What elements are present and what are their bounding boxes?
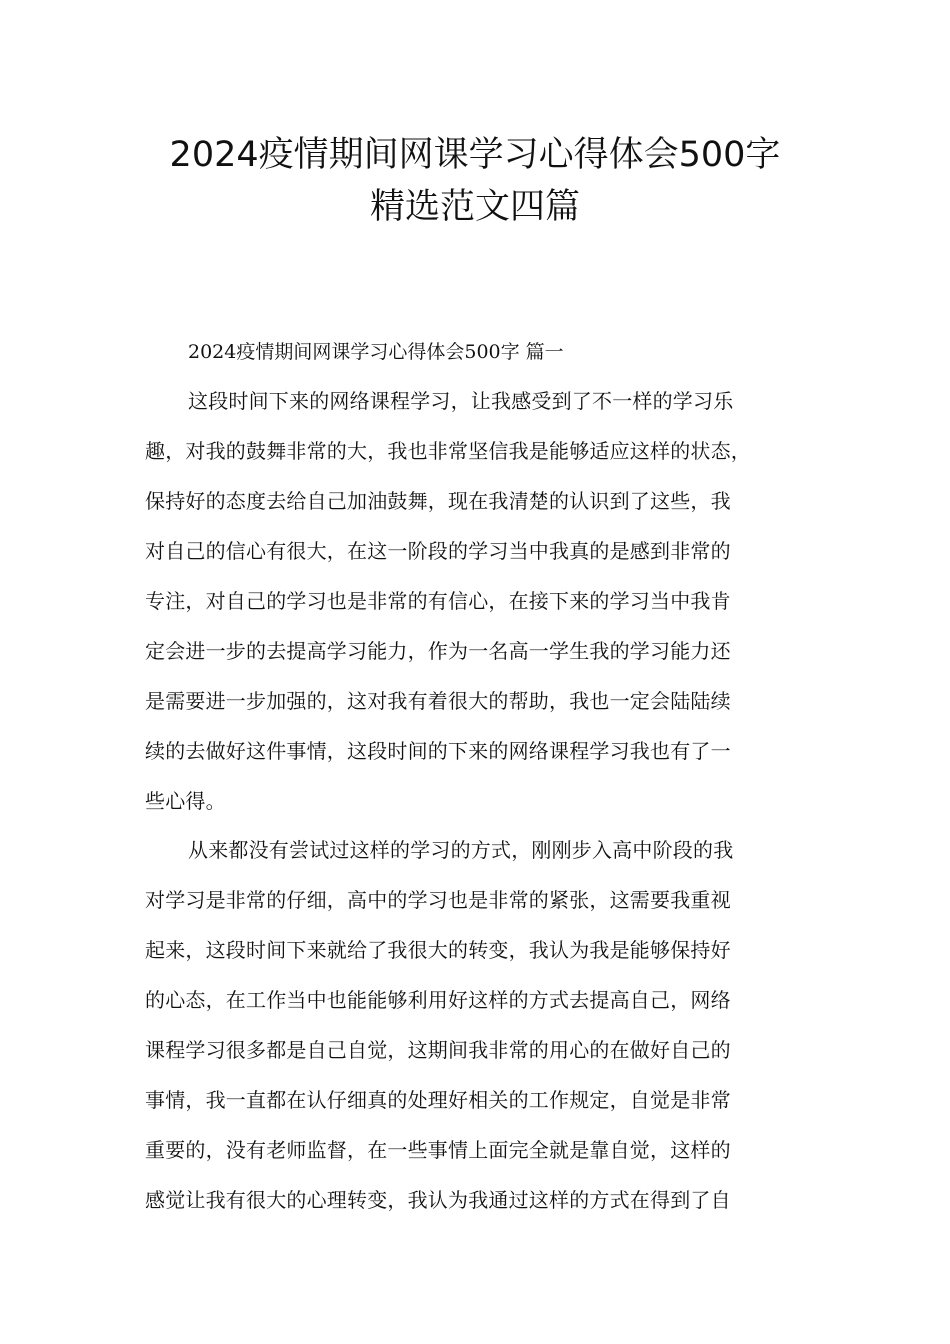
paragraph-1-line: 这段时间下来的网络课程学习，让我感受到了不一样的学习乐: [188, 389, 734, 413]
paragraph-1-line: 定会进一步的去提高学习能力，作为一名高一学生我的学习能力还: [145, 639, 731, 663]
paragraph-1-line: 对自己的信心有很大，在这一阶段的学习当中我真的是感到非常的: [145, 539, 731, 563]
document-title-line-1: 2024疫情期间网课学习心得体会500字: [169, 135, 781, 175]
paragraph-2-line: 重要的，没有老师监督，在一些事情上面完全就是靠自觉，这样的: [145, 1138, 731, 1162]
paragraph-2-line: 对学习是非常的仔细，高中的学习也是非常的紧张，这需要我重视: [145, 888, 731, 912]
paragraph-1-line: 续的去做好这件事情，这段时间的下来的网络课程学习我也有了一: [145, 739, 731, 763]
paragraph-1-line: 些心得。: [145, 789, 226, 813]
paragraph-1-line: 是需要进一步加强的，这对我有着很大的帮助，我也一定会陆陆续: [145, 689, 731, 713]
document-title-line-2: 精选范文四篇: [369, 187, 580, 227]
paragraph-2-line: 感觉让我有很大的心理转变，我认为我通过这样的方式在得到了自: [145, 1188, 731, 1212]
paragraph-2-line: 的心态，在工作当中也能能够利用好这样的方式去提高自己，网络: [145, 988, 731, 1012]
paragraph-1-line: 趣，对我的鼓舞非常的大，我也非常坚信我是能够适应这样的状态，: [145, 439, 751, 463]
paragraph-2-line: 课程学习很多都是自己自觉，这期间我非常的用心的在做好自己的: [145, 1038, 731, 1062]
paragraph-2-line: 从来都没有尝试过这样的学习的方式，刚刚步入高中阶段的我: [188, 838, 734, 862]
paragraph-2-line: 事情，我一直都在认仔细真的处理好相关的工作规定，自觉是非常: [145, 1088, 731, 1112]
paragraph-1-line: 专注，对自己的学习也是非常的有信心，在接下来的学习当中我肯: [145, 589, 731, 613]
section-heading: 2024疫情期间网课学习心得体会500字 篇一: [188, 341, 564, 363]
paragraph-1-line: 保持好的态度去给自己加油鼓舞，现在我清楚的认识到了这些，我: [145, 489, 731, 513]
paragraph-2-line: 起来，这段时间下来就给了我很大的转变，我认为我是能够保持好: [145, 938, 731, 962]
